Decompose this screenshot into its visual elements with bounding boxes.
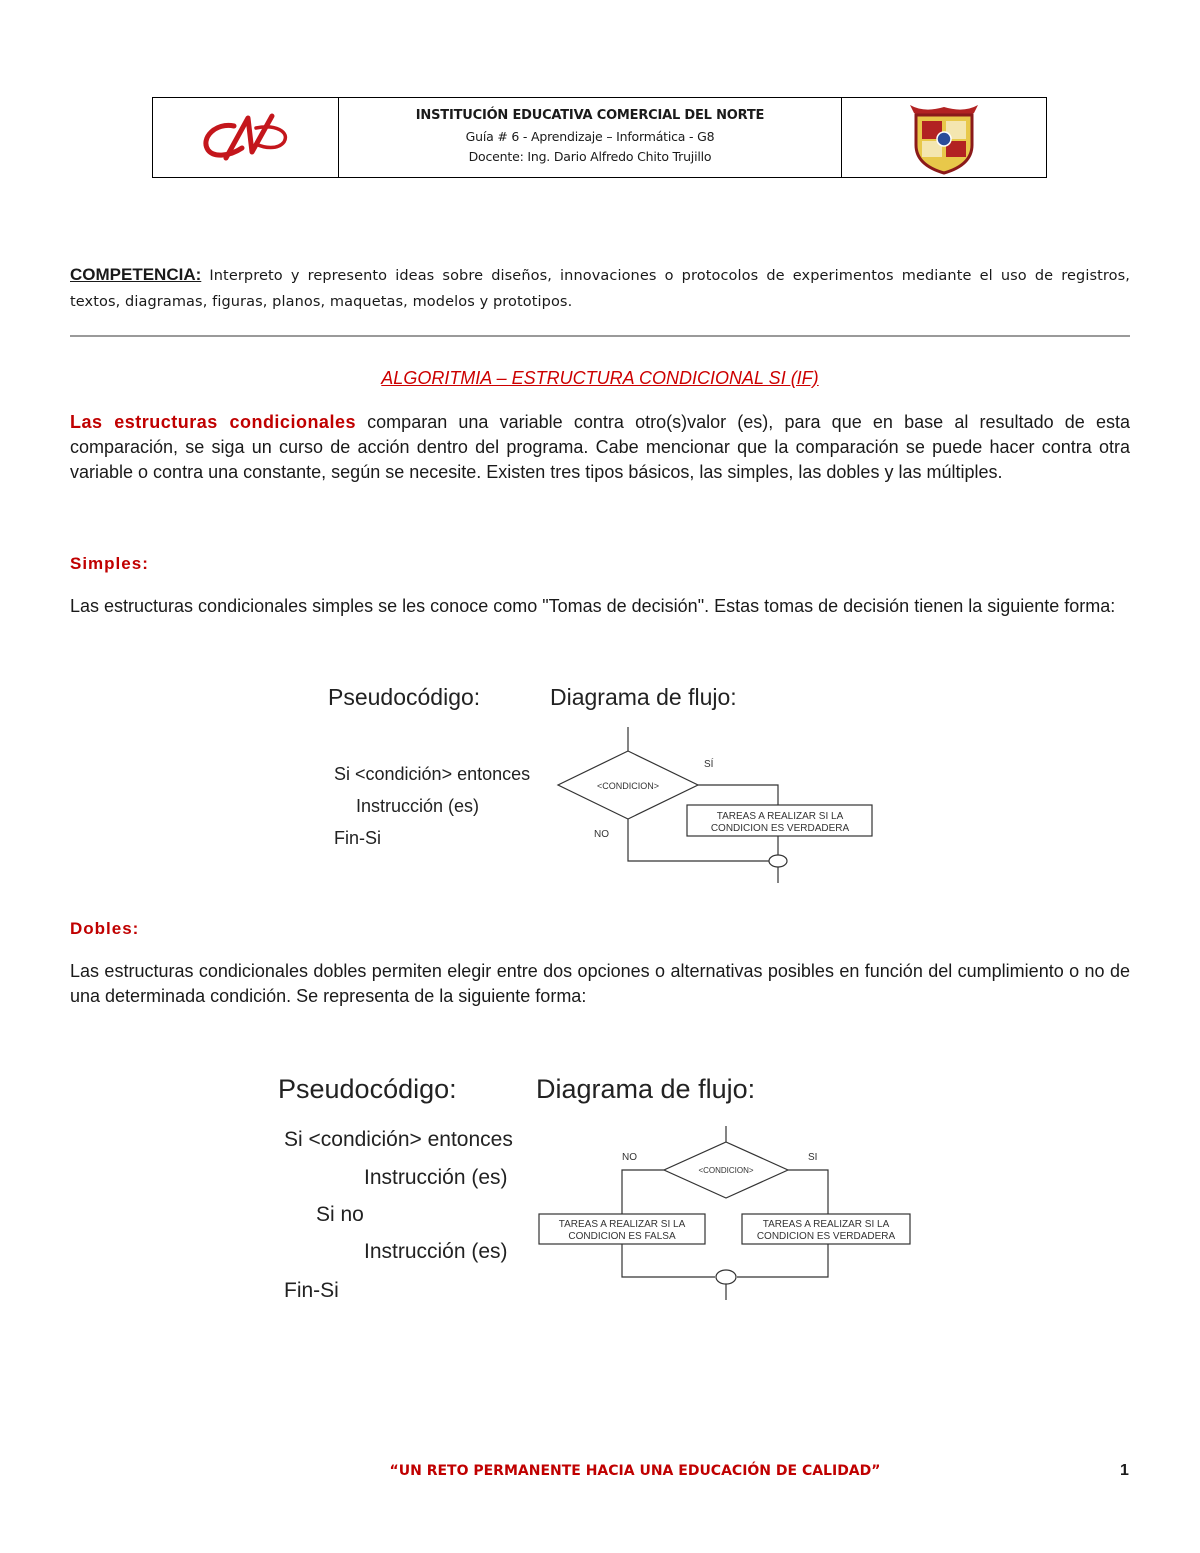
simples-pseudo-line-3: Fin-Si	[334, 828, 382, 848]
competencia-label: COMPETENCIA:	[70, 265, 202, 284]
dobles-figure	[270, 1062, 930, 1312]
simples-pseudo-line-1: Si <condición> entonces	[334, 764, 531, 784]
dobles-false-line-1: TAREAS A REALIZAR SI LA	[558, 1219, 686, 1230]
intro-text: comparan una variable contra otro(s)valor (es), para que en base al resultado de esta comparación, se siga un curso de acción dentro del programa. Cabe mencionar que la comparación se puede hacer contra otra variable o contra una constante, según se necesite. Existen tres tipos básicos, las simples, las dobles y las múltiples.	[70, 412, 1131, 482]
simples-paragraph: Las estructuras condicionales simples se les conoce como "Tomas de decisión". Estas tomas de decisión tienen la siguiente forma:	[70, 596, 1116, 616]
dobles-pseudo-line-1: Si <condición> entonces	[284, 1128, 513, 1151]
simples-flow-title: Diagrama de flujo:	[550, 684, 737, 710]
dobles-condition-label: <CONDICION>	[698, 1166, 754, 1175]
intro-highlight: Las estructuras condicionales	[70, 412, 356, 432]
simples-flowchart	[558, 727, 872, 883]
dobles-pseudo-line-3: Si no	[316, 1203, 364, 1226]
school-logo-cell	[153, 98, 339, 177]
simples-yes-label: SÍ	[704, 759, 714, 770]
dobles-flow-title: Diagrama de flujo:	[536, 1074, 756, 1104]
dobles-pseudo-line-4: Instrucción (es)	[364, 1240, 508, 1263]
horizontal-divider	[70, 335, 1130, 337]
dobles-flowchart	[539, 1126, 910, 1300]
dobles-heading: Dobles:	[70, 919, 140, 938]
intro-paragraph	[70, 410, 1130, 485]
dobles-no-label: NO	[622, 1152, 637, 1163]
header-table	[152, 97, 1047, 178]
teacher-line: Docente: Ing. Dario Alfredo Chito Trujillo	[468, 149, 712, 164]
simples-pseudo-line-2: Instrucción (es)	[356, 796, 480, 816]
competencia-paragraph	[70, 262, 1130, 315]
dobles-yes-label: SI	[808, 1152, 818, 1163]
simples-figure	[320, 675, 880, 890]
simples-task-line-2: CONDICION ES VERDADERA	[710, 823, 850, 834]
simples-pseudo-title: Pseudocódigo:	[328, 684, 481, 710]
dobles-true-line-1: TAREAS A REALIZAR SI LA	[762, 1219, 890, 1230]
dobles-pseudo-line-5: Fin-Si	[284, 1279, 339, 1302]
page-title: ALGORITMIA – ESTRUCTURA CONDICIONAL SI (IF)	[381, 368, 819, 388]
school-logo-icon	[186, 108, 306, 168]
simples-connector	[769, 855, 787, 867]
header-title-cell	[339, 98, 842, 177]
simples-condition-label: <CONDICION>	[596, 781, 660, 791]
dobles-false-line-2: CONDICION ES FALSA	[568, 1231, 676, 1242]
simples-heading: Simples:	[70, 554, 149, 573]
shield-cell	[842, 98, 1046, 177]
dobles-pseudo-title: Pseudocódigo:	[278, 1074, 457, 1104]
dobles-true-line-2: CONDICION ES VERDADERA	[756, 1231, 896, 1242]
footer-motto: “UN RETO PERMANENTE HACIA UNA EDUCACIÓN DE CALIDAD”	[389, 1463, 881, 1479]
competencia-text: Interpreto y represento ideas sobre diseños, innovaciones o protocolos de experimentos mediante el uso de registros, textos, diagramas, figuras, planos, maquetas, modelos y prototipos.	[70, 268, 1130, 310]
dobles-pseudo-line-2: Instrucción (es)	[364, 1166, 508, 1189]
dobles-paragraph: Las estructuras condicionales dobles permiten elegir entre dos opciones o alternativas posibles en función del cumplimiento o no de una determinada condición. Se representa de la siguiente forma:	[70, 961, 1130, 1006]
simples-task-line-1: TAREAS A REALIZAR SI LA	[716, 811, 844, 822]
school-shield-icon	[904, 101, 984, 175]
dobles-connector	[716, 1270, 736, 1284]
guide-line: Guía # 6 - Aprendizaje – Informática - G8	[465, 129, 715, 144]
page-number: 1	[1120, 1462, 1129, 1479]
simples-no-label: NO	[594, 829, 609, 840]
institution-name: INSTITUCIÓN EDUCATIVA COMERCIAL DEL NORTE	[415, 108, 765, 123]
